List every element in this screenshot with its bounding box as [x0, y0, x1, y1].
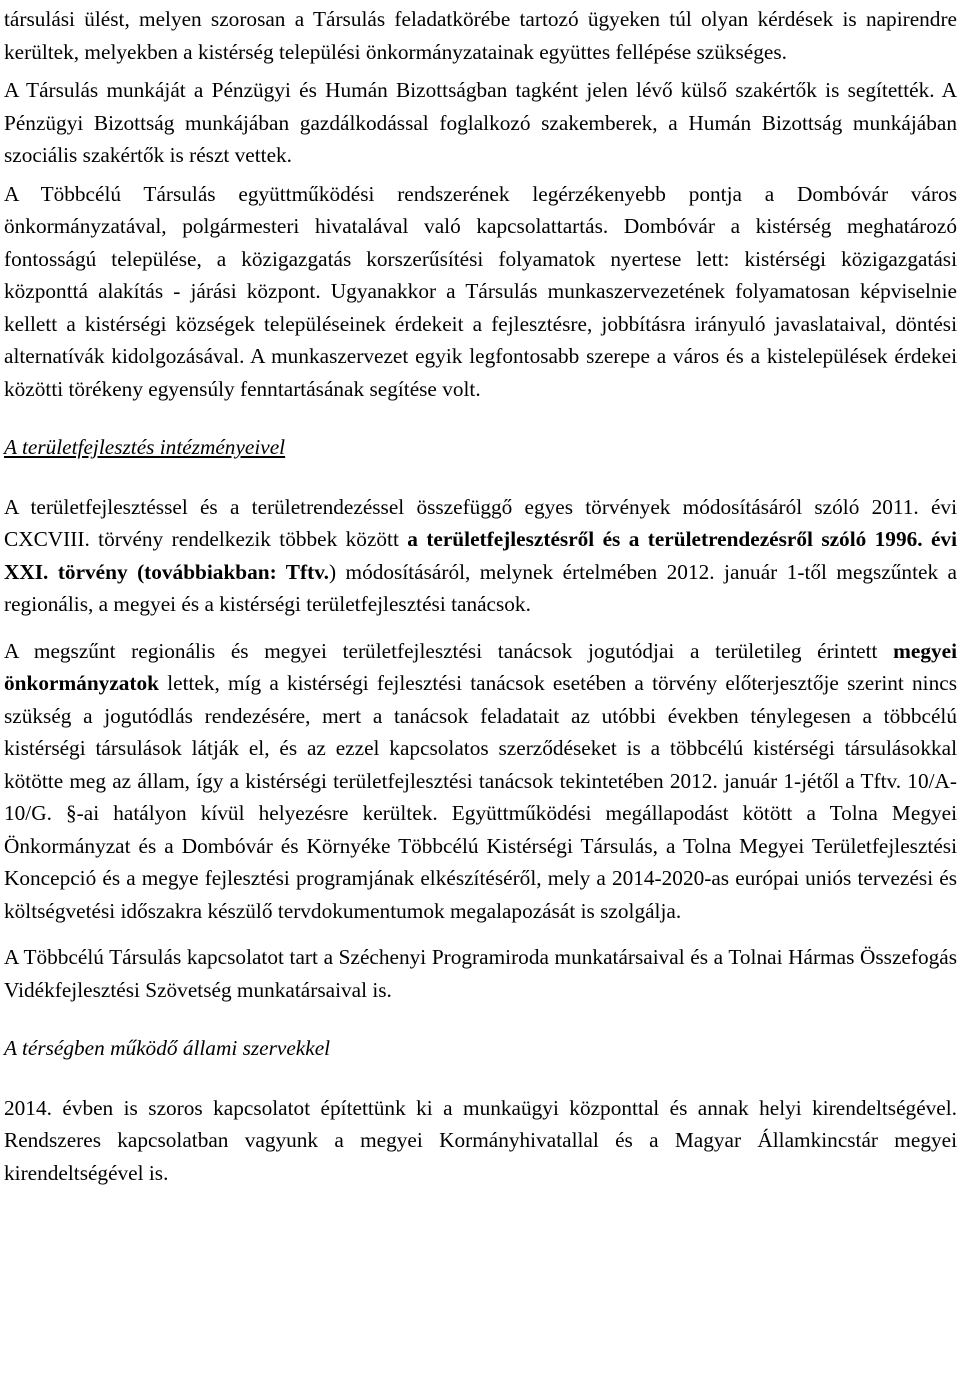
paragraph-joint-session	[4, 3, 957, 68]
section-heading-state-bodies: A térségben működő állami szervekkel	[4, 1036, 331, 1060]
paragraph-text: 2014. évben is szoros kapcsolatot építettünk ki a munkaügyi központtal és annak helyi kirendeltségével. Rendszeres kapcsolatban vagyunk a megyei Kormányhivatallal és a Magyar Államkincstár megyei kirendeltségével is.	[4, 1095, 957, 1185]
paragraph-text: A Többcélú Társulás kapcsolatot tart a Széchenyi Programiroda munkatársaival és a Tolnai Hármas Összefogás Vidékfejlesztési Szövetség munkatársaival is.	[4, 945, 957, 1002]
paragraph-dombovar-cooperation	[4, 178, 957, 406]
paragraph-committees	[4, 74, 957, 172]
paragraph-text: A megszűnt regionális és megyei területfejlesztési tanácsok jogutódjai a területileg érintett	[4, 638, 894, 663]
paragraph-bold-text: a területfejlesztésről és a területrendezésről szóló 1996. évi XXI. törvény (továbbiakban: Tftv.	[4, 527, 957, 584]
paragraph-law-amendment	[4, 491, 957, 621]
paragraph-state-bodies	[4, 1092, 957, 1190]
paragraph-text: A területfejlesztéssel és a területrendezéssel összefüggő egyes törvények módosításáról szóló 2011. évi CXCVIII. törvény rendelkezik többek között	[4, 494, 957, 551]
paragraph-text: lettek, míg a kistérségi fejlesztési tanácsok esetében a törvény előterjesztője szerint nincs szükség a jogutódlás rendezésére, mert a tanácsok feladatait az utóbbi években ténylegesen a többcélú kistérségi társulások látják el, és az ezzel kapcsolatos szerződéseket is a többcélú kistérségi társulásokkal kötötte meg az állam, így a kistérségi területfejlesztési tanácsok tekintetében 2012. január 1-jétől a Tftv. 10/A-10/G. §-ai hatályon kívül helyezésre kerültek. Együttműködési megállapodást kötött a Tolna Megyei Önkormányzat és a Dombóvár és Környéke Többcélú Kistérségi Társulás, a Tolna Megyei Területfejlesztési Koncepció és a megye fejlesztési programjának elkészítéséről, mely a 2014-2020-as európai uniós tervezési és költségvetési időszakra készülő tervdokumentumok megalapozását is szolgálja.	[4, 671, 957, 923]
paragraph-text: társulási ülést, melyen szorosan a Társulás feladatkörébe tartozó ügyeken túl olyan kérdések is napirendre kerültek, melyekben a kistérség települési önkormányzatainak együttes fellépése szükséges.	[4, 7, 957, 64]
paragraph-text: A Társulás munkáját a Pénzügyi és Humán Bizottságban tagként jelen lévő külső szakértők is segítették. A Pénzügyi Bizottság munkájában gazdálkodással foglalkozó szakemberek, a Humán Bizottság munkájában szociális szakértők is részt vettek.	[4, 78, 957, 167]
paragraph-legal-successors	[4, 635, 957, 928]
paragraph-text: A Többcélú Társulás együttműködési rendszerének legérzékenyebb pontja a Dombóvár város önkormányzatával, polgármesteri hivatalával való kapcsolattartás. Dombóvár a kistérség meghatározó fontosságú települése, a közigazgatás korszerűsítési folyamatok nyertese lett: kistérségi közigazgatási központtá alakítás - járási központ. Ugyanakkor a Társulás munkaszervezetének folyamatosan képviselnie kellett a kistérségi községek településeinek érdekeit a fejlesztésre, jobbításra irányuló javaslataival, döntési alternatívák kidolgozásával. A munkaszervezet egyik legfontosabb szerepe a város és a kistelepülések érdekei közötti törékeny egyensúly fenntartásának segítése volt.	[4, 181, 957, 401]
paragraph-program-office	[4, 941, 957, 1006]
paragraph-text: ) módosításáról, melynek értelmében 2012. január 1-től megszűntek a regionális, a megyei és a kistérségi területfejlesztési tanácsok.	[4, 559, 958, 616]
paragraph-bold-text: megyei önkormányzatok	[4, 638, 957, 695]
document-page	[0, 3, 960, 1399]
section-heading-regional-development: A területfejlesztés intézményeivel	[4, 435, 286, 459]
